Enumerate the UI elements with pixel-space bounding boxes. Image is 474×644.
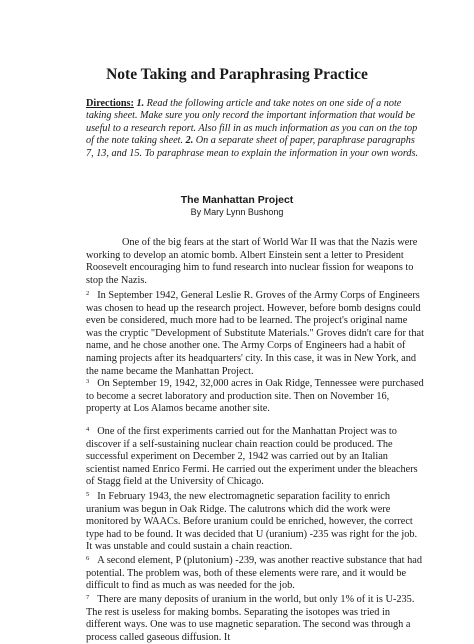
directions-step-1-number: 1. [136,98,145,109]
paragraph-4-number: 4 [86,426,90,433]
paragraph-7-number: 7 [86,594,90,601]
paragraph-7-text: There are many deposits of uranium in the world, but only 1% of it is U-235. The rest is useless for making bombs. Separating the isotopes was tried in different ways. One was to use magnetic separation. The second was through a process called gaseous diffusion. It [86,594,415,643]
directions-step-2-number: 2. [185,135,194,147]
paragraph-5-number: 5 [86,491,90,498]
paragraph-3-text: On September 19, 1942, 32,000 acres in Oak Ridge, Tennessee were purchased to become a secret laboratory and production site. Then on November 16, property at Los Alamos became another site. [86,378,424,415]
paragraph-2 [86,288,424,378]
paragraph-1-text: One of the big fears at the start of World War II was that the Nazis were working to develop an atomic bomb. Albert Einstein sent a letter to President Roosevelt encouraging him to fund research into nuclear fission for weapons to stop the Nazis. [86,237,418,286]
paragraph-6-text: A second element, P (plutonium) -239, was another reactive substance that had potential. The problem was, both of these elements were rare, and it would be difficult to find as much as was needed for the job. [86,555,422,592]
article-title: The Manhattan Project [180,194,294,206]
paragraph-5-text: In February 1943, the new electromagnetic separation facility to enrich uranium was begun in Oak Ridge. The calutrons which did the work were monitored by WAACs. Before uranium could be enriched, however, the correct type had to be found. It was decided that U (uranium) -235 was right for the job. It was unstable and could sustain a chain reaction. [86,491,418,553]
paragraph-6-number: 6 [86,555,90,562]
article-byline: By Mary Lynn Bushong [190,207,284,217]
directions-step-1-text: Read the following article and take notes on one side of a note taking sheet. Make sure you only record the important information that would be useful to a research report. Also fill in as much information as you can on the top of the note taking sheet. [86,98,418,147]
paragraph-7 [86,592,424,644]
paragraph-6 [86,553,424,593]
paragraph-2-text: In September 1942, General Leslie R. Groves of the Army Corps of Engineers was chosen to head up the research project. However, before bomb designs could even be considered, much more had to be learned. The project's original name was the cryptic "Development of Substitute Materials." Groves didn't care for that name, and he chose another one. The Army Corps of Engineers had a habit of naming projects after its headquarters' city. In this case, it was in New York, and the name became the Manhattan Project. [86,290,424,377]
directions-label: Directions: [86,98,134,109]
paragraph-4-text: One of the first experiments carried out for the Manhattan Project was to discover if a self-sustaining nuclear chain reaction could be produced. The successful experiment on December 2, 1942 was carried out by an Italian scientist named Enrico Fermi. He carried out the experiment under the bleachers of Stagg field at the University of Chicago. [86,426,418,488]
paragraph-3-number: 3 [86,378,90,385]
paragraph-1 [86,237,424,287]
paragraph-4 [86,424,424,489]
paragraph-5 [86,489,424,554]
directions-step-2-text: On a separate sheet of paper, paraphrase paragraphs 7, 13, and 15. To paraphrase mean to explain the information in your own words. [86,135,419,159]
directions [86,98,424,160]
paragraph-2-number: 2 [86,290,90,297]
document-title: Note Taking and Paraphrasing Practice [106,66,368,83]
paragraph-3 [86,376,424,416]
